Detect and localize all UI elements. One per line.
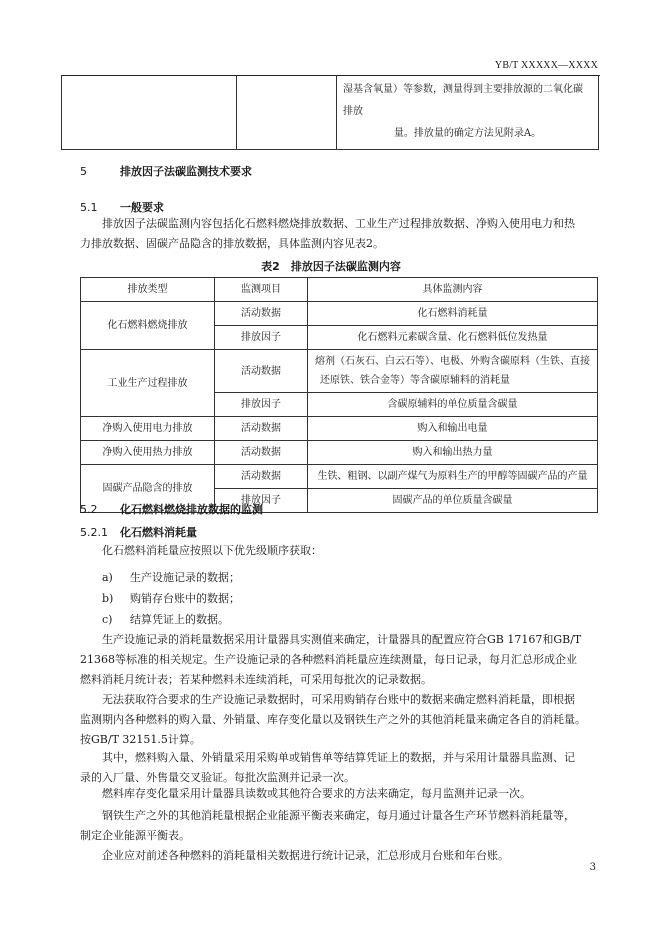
paragraph-line: 按GB/T 32151.5计算。 [80,733,201,746]
type-cell: 净购入使用电力排放 [81,417,215,441]
section-title: 排放因子法碳监测技术要求 [120,165,252,178]
paragraph-line: 燃料库存变化量采用计量器具读数或其他符合要求的方法来确定，每月监测并记录一次。 [102,787,531,800]
content-cell: 化石燃料消耗量 [308,302,598,326]
header-cell: 监测项目 [215,278,308,302]
content-cell: 购入和输出电量 [308,417,598,441]
content-cell: 化石燃料元素碳含量、化石燃料低位发热量 [308,326,598,350]
content-cell: 固碳产品的单位质量含碳量 [308,489,598,513]
section-number: 5.2.1 [80,526,108,539]
section-number: 5 [80,165,87,178]
cell-text-line: 量。排放量的确定方法见附录A。 [393,128,542,139]
paragraph-line: 生产设施记录的消耗量数据采用计量器具实测值来确定，计量器具的配置应符合GB 17167和GB/T [102,633,582,646]
paragraph-line: 钢铁生产之外的其他消耗量根据企业能源平衡表来确定，每月通过计量各生产环节燃料消耗量等， [102,809,575,822]
item-cell: 活动数据 [215,441,308,465]
section-number: 5.1 [80,201,98,214]
table-caption: 表2 排放因子法碳监测内容 [261,260,401,273]
table-cell [237,75,337,150]
item-cell: 排放因子 [215,393,308,417]
section-heading [80,524,197,540]
header-cell: 具体监测内容 [308,278,598,302]
list-item: b) 购销存台账中的数据； [102,592,240,605]
paragraph-line: 其中，燃料购入量、外销量采用采购单或销售单等结算凭证上的数据，并与采用计量器具监测、记 [102,751,575,764]
list-item: a) 生产设施记录的数据； [102,571,240,584]
cell-text-line: 湿基含氧量）等参数，测量得到主要排放源的二氧化碳排放 [343,84,583,117]
paragraph [80,214,600,254]
paragraph-line: 无法获取符合要求的生产设施记录数据时，可采用购销存台账中的数据来确定燃料消耗量，即根据 [102,693,575,706]
paragraph [80,541,600,561]
list-item: c) 结算凭证上的数据。 [102,613,229,626]
table-cell [62,75,237,150]
content-line: 还原铁、铁合金等）等含碳原辅料的消耗量 [320,375,510,386]
paragraph-line: 燃料消耗月统计表；若某种燃料未连续消耗，可采用每批次的记录数据。 [80,673,432,686]
page-number: 3 [589,862,596,873]
paragraph-line: 录的入厂量、外售量交叉验证。每批次监测并记录一次。 [80,771,355,784]
item-cell: 活动数据 [215,417,308,441]
item-cell: 排放因子 [215,326,308,350]
section-heading [80,163,252,179]
section-title: 化石燃料燃烧排放数据的监测 [120,503,263,516]
paragraph [80,784,600,804]
paragraph-line: 制定企业能源平衡表。 [80,829,190,842]
item-cell: 活动数据 [215,350,308,393]
content-cell: 含碳原辅料的单位质量含碳量 [308,393,598,417]
paragraph [80,748,600,788]
content-cell: 生铁、粗钢、以副产煤气为原料生产的甲醇等固碳产品的产量 [308,465,598,489]
section-heading [80,501,263,517]
paragraph [80,846,600,866]
table-cell [337,75,599,150]
paragraph-line: 企业应对前述各种燃料的消耗量相关数据进行统计记录，汇总形成月台账和年台账。 [102,849,509,862]
content-line: 熔剂（石灰石、白云石等）、电极、外购含碳原料（生铁、直接 [315,356,590,367]
type-cell: 净购入使用热力排放 [81,441,215,465]
paragraph [80,690,600,750]
header-cell: 排放类型 [81,278,215,302]
content-cell: 购入和输出热力量 [308,441,598,465]
paragraph-line: 力排放数据、固碳产品隐含的排放数据，具体监测内容见表2。 [80,237,384,250]
paragraph [80,630,600,690]
continued-table [61,75,599,150]
section-title: 化石燃料消耗量 [120,526,197,539]
section-title: 一般要求 [120,201,164,214]
section-heading [80,199,164,215]
item-cell: 活动数据 [215,302,308,326]
monitoring-table [80,277,598,513]
type-cell: 化石燃料燃烧排放 [81,302,215,350]
standard-code: YB/T XXXXX—XXXX [494,60,598,71]
paragraph [80,806,600,846]
paragraph-line: 监测期内各种燃料的购入量、外销量、库存变化量以及钢铁生产之外的其他消耗量来确定各自的消耗量。 [80,713,586,726]
type-cell: 固碳产品隐含的排放 [81,465,215,513]
paragraph-line: 21368等标准的相关规定。生产设施记录的各种燃料消耗量应连续测量，每日记录，每月汇总形成企业 [80,653,577,666]
content-cell [308,350,598,393]
type-cell: 工业生产过程排放 [81,350,215,417]
paragraph-line: 化石燃料消耗量应按照以下优先级顺序获取： [102,544,322,557]
section-number: 5.2 [80,503,98,516]
paragraph-line: 排放因子法碳监测内容包括化石燃料燃烧排放数据、工业生产过程排放数据、净购入使用电力和热 [102,217,575,230]
item-cell: 排放因子 [215,489,308,513]
item-cell: 活动数据 [215,465,308,489]
